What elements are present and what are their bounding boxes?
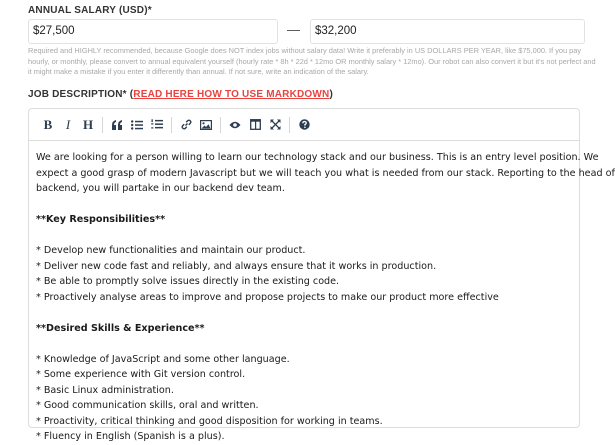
intro-paragraph [36,150,615,197]
list-item: * Fluency in English (Spanish is a plus). [36,431,225,442]
list-item: * Proactivity, critical thinking and good disposition for working in teams. [36,415,383,427]
job-description-label-suffix: ) [329,89,333,100]
intro-line: expect a good grasp of modern Javascript but we will teach you what is needed from our stack. Reporting to the head of [36,167,615,179]
toolbar-separator [220,117,221,133]
ordered-list-button[interactable] [148,115,166,135]
toolbar-separator [102,117,103,133]
salary-range-separator: — [287,22,300,37]
unordered-list-button[interactable] [128,115,146,135]
side-by-side-icon [250,119,261,130]
list-item: * Some experience with Git version control. [36,369,246,380]
help-icon [299,119,310,130]
skills-heading: **Desired Skills & Experience** [36,322,205,334]
side-by-side-button[interactable] [246,115,264,135]
min-salary-input[interactable]: $27,500 [28,19,278,44]
fullscreen-icon [270,119,281,130]
bold-button[interactable] [39,115,57,135]
responsibilities-heading: **Key Responsibilities** [36,214,166,225]
list-item: * Develop new functionalities and maintain our product. [36,245,306,256]
markdown-editor[interactable] [28,108,615,442]
link-icon [181,119,192,130]
fullscreen-button[interactable] [266,115,284,135]
responsibilities-list [36,243,572,305]
max-salary-input[interactable]: $32,200 [310,19,585,44]
italic-icon: I [65,116,71,132]
heading-icon: H [82,116,94,132]
job-description-label-prefix: JOB DESCRIPTION* ( [28,89,134,100]
list-item: * Proactively analyse areas to improve and propose projects to make our product more effective [36,291,499,303]
bold-icon: B [43,116,53,132]
salary-label: ANNUAL SALARY (USD)* [28,5,152,16]
list-item: * Knowledge of JavaScript and some other language. [36,353,290,365]
editor-content[interactable] [29,141,615,445]
heading-button[interactable] [79,115,97,135]
markdown-help-link[interactable]: READ HERE HOW TO USE MARKDOWN [133,89,330,100]
skills-list [36,352,572,445]
quote-icon [112,120,123,130]
intro-line: We are looking for a person willing to learn our technology stack and our business. This is an entry level position. We [36,152,599,163]
list-item: * Basic Linux administration. [36,384,174,396]
italic-button[interactable] [59,115,77,135]
job-description-label [28,89,333,100]
toolbar-separator [289,117,290,133]
image-icon [200,120,212,130]
salary-help-text: Required and HIGHLY recommended, because Google does NOT index jobs without salary data! Write it preferably in US DOLLARS PER YEAR, like $75,000. If you pay hourly, or monthly, please convert to annual equivalent yourself (hourly rate * 8h * 22d * 12mo OR monthly salary * 12mo). Our robot can also convert it but it's not perfect and it might make a mistake if you enter it differently than annual. If not sure, write an indication of the salary. [28,46,596,76]
preview-button[interactable] [226,115,244,135]
toolbar-separator [171,117,172,133]
preview-icon [229,121,241,129]
image-button[interactable] [197,115,215,135]
help-button[interactable] [295,115,313,135]
quote-button[interactable] [108,115,126,135]
list-item: * Good communication skills, oral and written. [36,400,259,411]
list-item: * Deliver new code fast and reliably, and always ensure that it works in production. [36,260,437,272]
ordered-list-icon [151,119,163,130]
list-item: * Be able to promptly solve issues directly in the existing code. [36,276,340,287]
editor-toolbar [29,109,579,141]
unordered-list-icon [131,120,143,130]
intro-line: backend, you will partake in our backend dev team. [36,183,285,194]
link-button[interactable] [177,115,195,135]
